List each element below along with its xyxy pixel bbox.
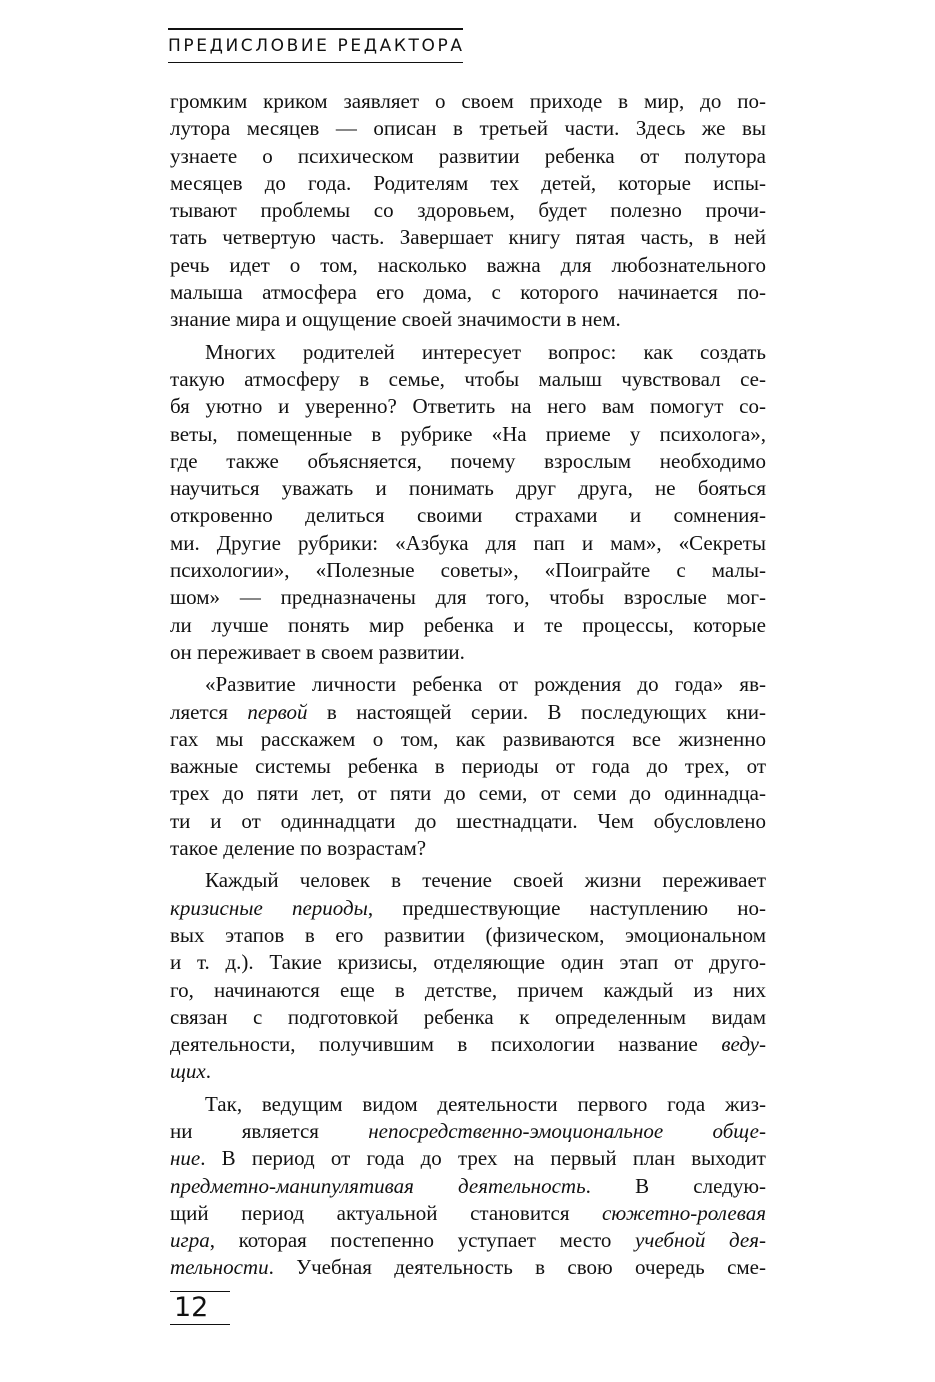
text-run: , которая постепенно уступает место [209, 1228, 636, 1253]
text-line [170, 1254, 766, 1281]
text-run: . В период от года до трех на первый план выходит [200, 1146, 766, 1171]
italic-run: ние [170, 1146, 201, 1171]
italic-run: сюжетно-ролевая [602, 1200, 766, 1225]
text-line: связан с подготовкой ребенка к определенным видам [170, 1004, 766, 1029]
italic-run: первой [247, 699, 308, 724]
text-line [170, 1145, 766, 1172]
italic-run: предметно-манипулятивая деятельность [170, 1173, 586, 1198]
italic-run: учебной дея- [635, 1228, 766, 1253]
text-line [170, 1031, 766, 1058]
text-line: такую атмосферу в семье, чтобы малыш чувствовал се- [170, 366, 766, 391]
italic-run: тельности [170, 1255, 269, 1280]
page-folio [170, 1291, 230, 1325]
text-line: лутора месяцев — описан в третьей части. Здесь же вы [170, 116, 766, 141]
paragraph-5 [170, 1091, 766, 1282]
text-line [170, 1173, 766, 1200]
text-line: трех до пяти лет, от пяти до семи, от семи до одиннадца- [170, 781, 766, 806]
text-run: ни является [170, 1118, 369, 1143]
text-line [170, 699, 766, 726]
text-run: щий период актуальной становится [170, 1200, 603, 1225]
text-line [170, 1227, 766, 1254]
text-line: тывают проблемы со здоровьем, будет полезно прочи- [170, 198, 766, 223]
text-line: тать четвертую часть. Завершает книгу пятая часть, в ней [170, 225, 766, 250]
italic-run: щих [170, 1059, 206, 1084]
text-line: шом» — предназначены для того, чтобы взрослые мог- [170, 585, 766, 610]
text-line: и т. д.). Такие кризисы, отделяющие один этап от друго- [170, 950, 766, 975]
paragraph-2 [170, 339, 766, 667]
text-line: вых этапов в его развитии (физическом, эмоциональном [170, 922, 766, 947]
text-line: знание мира и ощущение своей значимости в нем. [170, 307, 621, 332]
text-line: месяцев до года. Родителям тех детей, которые испы- [170, 170, 766, 195]
body-text [170, 88, 766, 1282]
text-line: Так, ведущим видом деятельности первого года жиз- [205, 1091, 766, 1116]
text-line: психологии», «Полезные советы», «Поиграйте с малы- [170, 558, 766, 583]
text-line: ти и от одиннадцати до шестнадцати. Чем обусловлено [170, 808, 766, 833]
text-line: ми. Другие рубрики: «Азбука для пап и мам», «Секреты [170, 530, 766, 555]
text-line: гах мы расскажем о том, как развиваются все жизненно [170, 726, 766, 751]
text-line: громким криком заявляет о своем приходе в мир, до по- [170, 89, 766, 113]
text-line: такое деление по возрастам? [170, 836, 427, 861]
text-line: бя уютно и уверенно? Ответить на него вам помогут со- [170, 394, 766, 419]
text-run: ляется [170, 699, 248, 724]
text-run: . Учебная деятельность в свою очередь сме- [268, 1255, 766, 1280]
text-run: , предшествующие наступлению но- [367, 895, 766, 920]
text-line: ли лучше понять мир ребенка и те процессы, которые [170, 612, 766, 637]
text-line [170, 1058, 766, 1085]
text-run: . [205, 1059, 211, 1084]
text-line: он переживает в своем развитии. [170, 639, 465, 664]
folio-bottom-rule [170, 1324, 230, 1325]
text-line [170, 1118, 766, 1145]
paragraph-3 [170, 671, 766, 862]
text-line: веты, помещенные в рубрике «На приеме у психолога», [170, 421, 766, 446]
text-line: важные системы ребенка в периоды от года до трех, от [170, 754, 766, 779]
running-header [168, 28, 463, 63]
text-run: в настоящей серии. В последующих кни- [307, 699, 766, 724]
text-line: узнаете о психическом развитии ребенка от полутора [170, 143, 766, 168]
page-number: 12 [174, 1292, 209, 1323]
text-run: деятельности, получившим в психологии название [170, 1032, 722, 1057]
italic-run: веду- [721, 1032, 766, 1057]
header-bottom-rule [168, 62, 463, 63]
paragraph-4 [170, 867, 766, 1085]
text-line: Многих родителей интересует вопрос: как создать [205, 339, 766, 364]
header-top-rule [168, 28, 463, 30]
italic-run: игра [170, 1228, 210, 1253]
running-title: ПРЕДИСЛОВИЕ РЕДАКТОРА [168, 36, 465, 56]
text-line: откровенно делиться своими страхами и сомнения- [170, 503, 766, 528]
text-line: малыша атмосфера его дома, с которого начинается по- [170, 280, 766, 305]
text-line: где также объясняется, почему взрослым необходимо [170, 448, 766, 473]
text-line: го, начинаются еще в детстве, причем каждый из них [170, 977, 766, 1002]
text-line [170, 895, 766, 922]
text-line: научиться уважать и понимать друг друга, не бояться [170, 476, 766, 501]
text-line: Каждый человек в течение своей жизни переживает [205, 868, 766, 893]
text-line: «Развитие личности ребенка от рождения до года» яв- [205, 672, 766, 697]
italic-run: кризисные периоды [170, 895, 368, 920]
text-run: . В следую- [585, 1173, 767, 1198]
text-line: речь идет о том, насколько важна для любознательного [170, 252, 766, 277]
italic-run: непосредственно-эмоциональное обще- [368, 1118, 766, 1143]
text-line [170, 1200, 766, 1227]
paragraph-1 [170, 88, 766, 334]
